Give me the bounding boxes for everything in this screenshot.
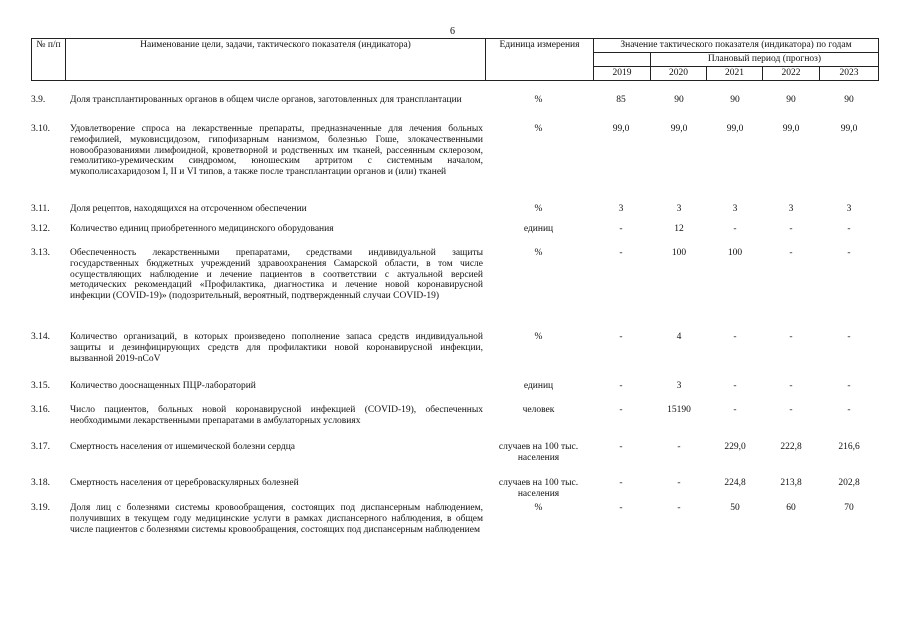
table-header [31,38,879,81]
row-value: 3 [618,204,624,214]
row-unit: % [534,95,543,105]
row-value: - [847,405,851,415]
header-planned-period: Плановый период (прогноз) [651,53,879,67]
header-values: Значение тактического показателя (индикатора) по годам [594,39,879,53]
row-value: - [619,332,623,342]
row-num: 3.12. [31,224,50,234]
row-unit: % [534,503,543,513]
row-unit: % [534,204,543,214]
header-year: 2021 [707,67,763,81]
row-value: 222,8 [780,442,802,452]
row-value: 224,8 [724,478,746,488]
row-unit: случаев на 100 тыс. населения [498,442,579,463]
row-value: - [619,224,623,234]
row-num: 3.17. [31,442,50,452]
row-num: 3.14. [31,332,50,342]
row-text: Обеспеченность лекарственными препаратами, средствами индивидуальной защиты государственных бюджетных учреждений здравоохранения Самарской области, в том числе осуществляющих наблюдение и лечение пациентов в соответствии с актуальной версией методических рекомендаций «Профилактика, диагностика и лечение новой коронавирусной инфекции (COVID-19)» (подозрительный, вероятный, подтвержденный случаи COVID-19) [70,248,483,302]
row-value: - [733,381,737,391]
page-number: 6 [450,26,455,37]
header-year: 2019 [594,67,651,81]
row-value: 213,8 [780,478,802,488]
row-value: - [847,248,851,258]
row-value: - [847,332,851,342]
row-num: 3.15. [31,381,50,391]
row-value: 229,0 [724,442,746,452]
row-text: Доля рецептов, находящихся на отсроченном обеспечении [70,204,307,214]
header-year: 2023 [820,67,879,81]
row-value: - [733,332,737,342]
row-num: 3.9. [31,95,46,105]
row-value: 3 [846,204,852,214]
row-value: 90 [730,95,740,105]
row-text: Смертность населения от цереброваскулярных болезней [70,478,299,488]
row-value: 90 [674,95,684,105]
row-value: - [619,381,623,391]
row-num: 3.18. [31,478,50,488]
row-unit: % [534,248,543,258]
row-value: - [847,381,851,391]
row-value: 3 [676,204,682,214]
row-value: - [789,381,793,391]
row-value: 90 [786,95,796,105]
row-value: 202,8 [838,478,860,488]
row-text: Число пациентов, больных новой коронавирусной инфекцией (COVID-19), обеспеченных необходимыми лекарственными препаратами в амбулаторных условиях [70,405,483,426]
row-value: - [619,442,623,452]
row-num: 3.19. [31,503,50,513]
row-num: 3.13. [31,248,50,258]
header-num: № п/п [32,39,66,81]
row-text: Доля трансплантированных органов в общем числе органов, заготовленных для трансплантации [70,95,462,105]
row-num: 3.11. [31,204,50,214]
header-year: 2020 [651,67,707,81]
row-value: - [619,405,623,415]
row-value: - [789,332,793,342]
row-value: 50 [730,503,740,513]
row-value: - [733,405,737,415]
row-text: Количество единиц приобретенного медицинского оборудования [70,224,334,234]
header-unit: Единица измерения [486,39,594,81]
row-value: 70 [844,503,854,513]
row-num: 3.10. [31,124,50,134]
row-value: - [619,478,623,488]
row-unit: случаев на 100 тыс. населения [498,478,579,499]
row-value: 100 [727,248,743,258]
row-value: 99,0 [726,124,744,134]
row-value: 3 [788,204,794,214]
row-value: 60 [786,503,796,513]
row-value: - [677,478,681,488]
header-name: Наименование цели, задачи, тактического показателя (индикатора) [66,39,486,81]
row-value: - [733,224,737,234]
row-value: 99,0 [612,124,630,134]
row-value: 99,0 [782,124,800,134]
row-value: 85 [616,95,626,105]
row-unit: человек [522,405,555,415]
header-year: 2022 [763,67,820,81]
row-unit: единиц [523,224,554,234]
row-value: 99,0 [670,124,688,134]
row-value: 4 [676,332,682,342]
row-value: 3 [676,381,682,391]
row-value: 15190 [667,405,691,415]
row-text: Количество дооснащенных ПЦР-лабораторий [70,381,256,391]
row-value: 90 [844,95,854,105]
row-value: - [789,405,793,415]
row-text: Доля лиц с болезнями системы кровообращения, состоящих под диспансерным наблюдением, получивших в текущем году медицинские услуги в рамках диспансерного наблюдения, в общем числе пациентов с болезнями системы кровообращения, состоящих под диспансерным наблюдением [70,503,483,535]
row-value: - [619,248,623,258]
row-value: - [847,224,851,234]
row-value: 100 [671,248,687,258]
row-value: - [677,503,681,513]
row-value: 99,0 [840,124,858,134]
row-value: - [677,442,681,452]
row-value: 12 [674,224,684,234]
row-text: Удовлетворение спроса на лекарственные препараты, предназначенные для лечения больных гемофилией, муковисцидозом, гипофизарным нанизмом, болезнью Гоше, злокачественными новообразованиями лимфоидной, кроветворной и родственных им тканей, рассеянным склерозом, гемолитико-уремическим синдромом, юношеским артритом с системным началом, мукополисахаридозом I, II и VI типов, а также после трансплантации органов и (или) тканей [70,124,483,178]
row-value: - [789,248,793,258]
row-text: Смертность населения от ишемической болезни сердца [70,442,295,452]
row-value: - [789,224,793,234]
row-value: 3 [732,204,738,214]
row-value: 216,6 [838,442,860,452]
row-unit: единиц [523,381,554,391]
row-text: Количество организаций, в которых произведено пополнение запаса средств индивидуальной защиты и дезинфицирующих средств для профилактики новой коронавирусной инфекции, вызванной 2019-nCoV [70,332,483,364]
row-unit: % [534,124,543,134]
row-value: - [619,503,623,513]
row-unit: % [534,332,543,342]
row-num: 3.16. [31,405,50,415]
